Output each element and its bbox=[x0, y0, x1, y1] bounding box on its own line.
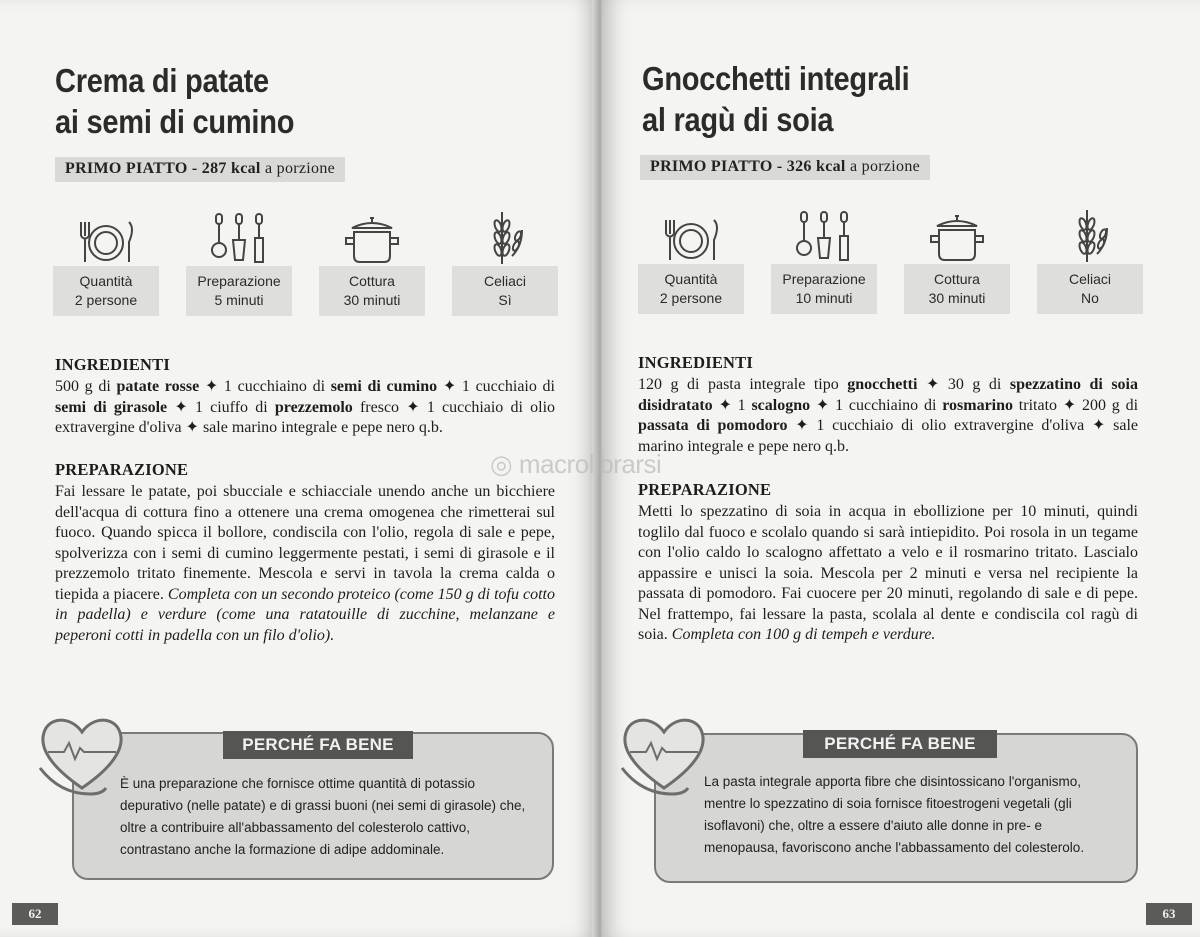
ingredient-name: scalogno bbox=[751, 396, 811, 414]
ingredient-text: ✦ 1 bbox=[712, 396, 752, 414]
benefit-heading: PERCHÉ FA BENE bbox=[223, 731, 413, 759]
ingredient-text: ✦ 1 ciuffo di bbox=[167, 398, 275, 416]
watermark bbox=[490, 449, 661, 480]
ingredient-text: ✦ 30 g di bbox=[917, 376, 1010, 393]
info-value: 2 persone bbox=[659, 290, 723, 306]
info-preparation-box bbox=[771, 264, 877, 314]
ingredient-name: semi di girasole bbox=[55, 398, 168, 416]
benefit-text: La pasta integrale apporta fibre che disintossicano l'organismo, mentre lo spezzatino di soia fornisce fitoestrogeni vegetali (gli isoflavoni) che, oltre a essere d'aiuto alle donne in pre- e menopausa, favoriscono anche l'abbassamento del colesterolo. bbox=[704, 774, 1085, 855]
ingredient-text: 500 g di bbox=[55, 378, 117, 395]
right-page bbox=[602, 0, 1200, 937]
pot-icon bbox=[319, 210, 425, 266]
watermark-logo-icon: ◎ bbox=[490, 449, 519, 479]
ingredients-text bbox=[55, 377, 555, 439]
course-kcal: PRIMO PIATTO - 287 kcal bbox=[65, 160, 261, 177]
info-label: Preparazione bbox=[782, 271, 866, 287]
info-label: Quantità bbox=[79, 273, 133, 289]
info-quantity bbox=[638, 208, 744, 314]
heart-hand-icon bbox=[34, 712, 130, 798]
info-quantity-box bbox=[638, 264, 744, 314]
info-celiac-box bbox=[1037, 264, 1143, 314]
recipe-title bbox=[55, 60, 294, 142]
watermark-text: macrolibrarsi bbox=[518, 449, 662, 479]
page-number: 63 bbox=[1146, 903, 1192, 925]
title-line-2: ai semi di cumino bbox=[55, 103, 295, 140]
ingredients-heading: INGREDIENTI bbox=[55, 355, 170, 374]
info-celiac-box bbox=[452, 266, 558, 316]
preparation-body: Fai lessare le patate, poi sbucciale e schiacciale unendo anche un bicchiere dell'acqua di cottura fino a ottenere una crema omogenea che rimetterai sul fuoco. Quando spicca il bollore, condiscila con l'olio, regola di sale e pepe, spolverizza con i semi di cumino leggermente pestati, i semi di girasole e il prezzemolo tritato finemente. Mescola e servi in tavola la crema calda o tiepida a piacere. bbox=[55, 483, 555, 603]
title-line-1: Gnocchetti integrali bbox=[642, 60, 910, 97]
info-cooking bbox=[904, 208, 1010, 314]
info-label: Cottura bbox=[934, 271, 980, 287]
ingredient-text: ✦ 1 cucchiaio di bbox=[437, 378, 555, 395]
preparation-heading: PREPARAZIONE bbox=[638, 480, 772, 499]
ingredient-name: rosmarino bbox=[942, 396, 1014, 414]
ingredient-text: tritato ✦ 200 g di bbox=[1013, 396, 1139, 414]
ingredient-name: spezzatino di soia disidratato bbox=[638, 376, 1138, 414]
recipe-info-row bbox=[53, 210, 558, 316]
course-label bbox=[640, 155, 930, 180]
benefit-text: È una preparazione che fornisce ottime quantità di potassio depurativo (nelle patate) e di grassi buoni (nei semi di girasole) che, oltre a contribuire all'abbassamento del colesterolo cattivo, contrastano anche la formazione di adipe addominale. bbox=[120, 776, 526, 857]
ingredient-text: ✦ 1 cucchiaio di olio extravergine d'oliva ✦ sale marino integrale e pepe nero q.b. bbox=[638, 417, 1138, 455]
ingredient-text: 120 g di pasta integrale tipo bbox=[638, 376, 848, 393]
ingredient-text: ✦ 1 cucchiaino di bbox=[199, 378, 331, 395]
ingredient-name: semi di cumino bbox=[330, 378, 438, 395]
info-value: No bbox=[1081, 290, 1099, 306]
course-suffix: a porzione bbox=[264, 160, 336, 177]
info-quantity-box bbox=[53, 266, 159, 316]
kitchen-utensils-icon bbox=[771, 208, 877, 264]
wheat-icon bbox=[452, 210, 558, 266]
info-cooking bbox=[319, 210, 425, 316]
page-number: 62 bbox=[12, 903, 58, 925]
title-line-2: al ragù di soia bbox=[642, 101, 834, 138]
info-label: Celiaci bbox=[483, 273, 526, 289]
heart-hand-icon bbox=[616, 712, 712, 798]
info-cooking-box bbox=[319, 266, 425, 316]
preparation-body: Metti lo spezzatino di soia in acqua in ebollizione per 10 minuti, quindi toglilo dal fuoco e scolalo quando si sarà intiepidito. Poi rosola in un tegame con l'olio caldo lo scalogno affettato a velo e il rosmarino tritato. Lascialo appassire e unisci la soia. Mescola per 2 minuti e versa nel recipiente la passata di pomodoro. Fai cuocere per 20 minuti, regolando di sale e di pepe. Nel frattempo, fai lessare la pasta, scolala al dente e condiscila col ragù di soia. bbox=[638, 503, 1138, 643]
info-value: 10 minuti bbox=[795, 290, 853, 306]
ingredient-name: patate rosse bbox=[116, 378, 200, 395]
info-value: 30 minuti bbox=[343, 292, 401, 308]
wheat-icon bbox=[1037, 208, 1143, 264]
recipe-title bbox=[642, 58, 909, 140]
preparation-heading: PREPARAZIONE bbox=[55, 460, 189, 479]
course-label bbox=[55, 157, 345, 182]
ingredient-name: gnocchetti bbox=[847, 376, 918, 393]
kitchen-utensils-icon bbox=[186, 210, 292, 266]
ingredient-name: prezzemolo bbox=[274, 398, 353, 416]
info-label: Preparazione bbox=[197, 273, 281, 289]
ingredient-name: passata di pomodoro bbox=[638, 417, 788, 434]
cutlery-plate-icon bbox=[53, 210, 159, 266]
preparation-suggestion: Completa con 100 g di tempeh e verdure. bbox=[671, 626, 936, 643]
info-value: Sì bbox=[498, 292, 512, 308]
info-preparation bbox=[186, 210, 292, 316]
ingredients-heading: INGREDIENTI bbox=[638, 353, 753, 372]
preparation-suggestion: Completa con un secondo proteico (come 150 g di tofu cotto in padella) e verdure (come una ratatouille di zucchine, melanzane e peperoni cotti in padella con un filo d'olio). bbox=[55, 585, 555, 644]
info-label: Quantità bbox=[664, 271, 718, 287]
preparation-text bbox=[638, 502, 1138, 646]
info-preparation bbox=[771, 208, 877, 314]
title-line-1: Crema di patate bbox=[55, 62, 269, 99]
info-quantity bbox=[53, 210, 159, 316]
info-cooking-box bbox=[904, 264, 1010, 314]
info-value: 30 minuti bbox=[928, 290, 986, 306]
ingredient-text: ✦ 1 cucchiaino di bbox=[810, 396, 943, 414]
info-value: 5 minuti bbox=[214, 292, 264, 308]
info-preparation-box bbox=[186, 266, 292, 316]
info-value: 2 persone bbox=[74, 292, 138, 308]
ingredients-text bbox=[638, 375, 1138, 457]
course-kcal: PRIMO PIATTO - 326 kcal bbox=[650, 158, 846, 175]
preparation-text bbox=[55, 482, 555, 646]
recipe-info-row bbox=[638, 208, 1143, 314]
info-celiac bbox=[452, 210, 558, 316]
info-celiac bbox=[1037, 208, 1143, 314]
info-label: Cottura bbox=[349, 273, 395, 289]
cutlery-plate-icon bbox=[638, 208, 744, 264]
course-suffix: a porzione bbox=[849, 158, 921, 175]
ingredient-text: fresco ✦ 1 cucchiaio di olio extravergine d'oliva ✦ sale marino integrale e pepe nero q.b. bbox=[55, 398, 556, 436]
info-label: Celiaci bbox=[1068, 271, 1111, 287]
pot-icon bbox=[904, 208, 1010, 264]
benefit-heading: PERCHÉ FA BENE bbox=[803, 730, 997, 758]
